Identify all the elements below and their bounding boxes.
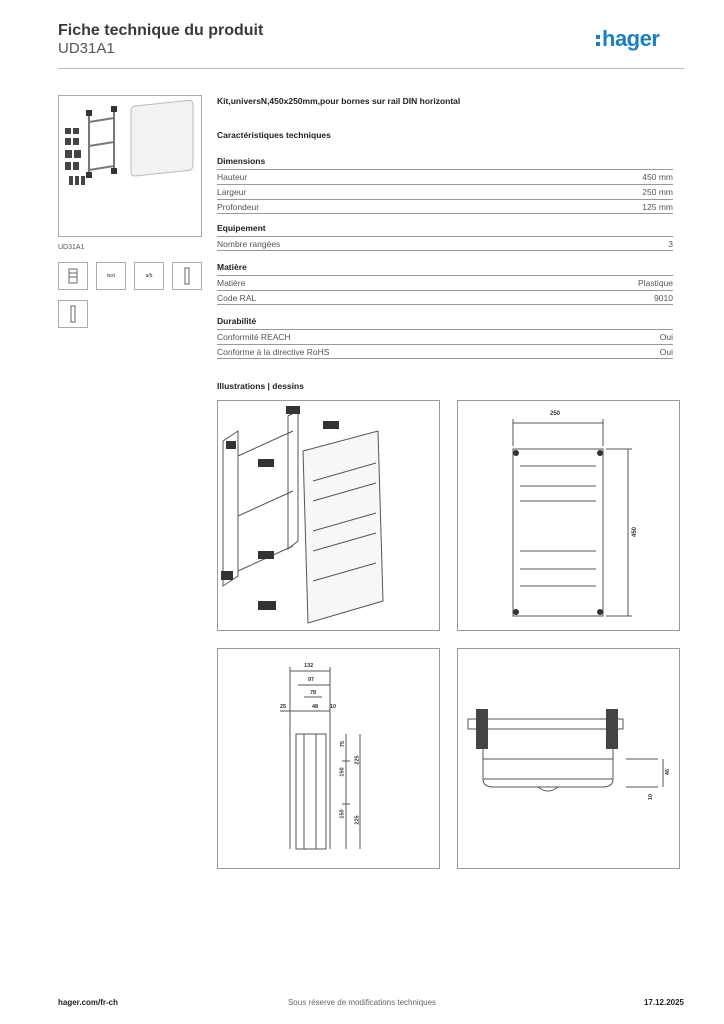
spec-group-dimensions — [217, 156, 673, 214]
spec-row: Largeur 250 mm — [217, 184, 673, 199]
logo-dots-icon — [596, 32, 600, 49]
dim-225-a: 225 — [354, 755, 361, 765]
illustration-top-view — [457, 648, 680, 869]
spec-group-title: Dimensions — [217, 156, 266, 166]
product-icon-4[interactable] — [172, 262, 202, 290]
product-icon-5[interactable] — [58, 300, 88, 328]
dim-150-b: 150 — [339, 809, 346, 819]
spec-row: Hauteur 450 mm — [217, 169, 673, 184]
specs-title: Caractéristiques techniques — [217, 130, 331, 140]
dim-78: 78 — [310, 690, 317, 696]
dim-width: 250 — [550, 411, 561, 417]
illustrations-title: Illustrations | dessins — [217, 381, 304, 391]
page-title: Fiche technique du produit — [58, 22, 264, 39]
product-description: Kit,universN,450x250mm,pour bornes sur rail DIN horizontal — [217, 96, 461, 106]
spec-row: Code RAL 9010 — [217, 290, 673, 305]
product-reference: UD31A1 — [58, 40, 115, 57]
dim-25: 25 — [280, 704, 287, 710]
header-divider — [58, 68, 684, 69]
dim-10: 10 — [648, 793, 655, 801]
spec-row: Conformité REACH Oui — [217, 329, 673, 344]
footer-notice: Sous réserve de modifications techniques — [287, 998, 437, 1007]
hager-logo: hager — [596, 26, 659, 52]
illustration-front-view — [457, 400, 680, 631]
dim-132: 132 — [304, 663, 314, 669]
product-icon-2[interactable]: text — [96, 262, 126, 290]
product-icon-3[interactable]: a/b — [134, 262, 164, 290]
spec-group-title: Durabilité — [217, 316, 257, 326]
spec-row: Profondeur 125 mm — [217, 199, 673, 214]
dim-10: 10 — [330, 704, 337, 710]
spec-group-title: Equipement — [217, 223, 266, 233]
dim-46: 46 — [665, 768, 672, 776]
illustration-side-view — [217, 648, 440, 869]
spec-row: Matière Plastique — [217, 275, 673, 290]
product-icon-1[interactable] — [58, 262, 88, 290]
spec-row: Nombre rangées 3 — [217, 236, 673, 251]
spec-row: Conforme à la directive RoHS Oui — [217, 344, 673, 359]
footer-url[interactable]: hager.com/fr-ch — [58, 998, 119, 1007]
dim-225-b: 225 — [354, 815, 361, 825]
product-image-caption: UD31A1 — [58, 244, 85, 251]
dim-97: 97 — [308, 677, 315, 683]
spec-group-equipement — [217, 223, 673, 251]
spec-group-title: Matière — [217, 262, 247, 272]
spec-group-matiere — [217, 262, 673, 305]
dim-48: 48 — [312, 704, 319, 710]
spec-group-durabilite — [217, 316, 673, 359]
dim-height: 450 — [632, 526, 639, 538]
illustration-exploded-view — [217, 400, 440, 631]
dim-75: 75 — [340, 740, 347, 748]
footer-date: 17.12.2025 — [643, 998, 684, 1007]
dim-150-a: 150 — [339, 767, 346, 777]
product-image — [58, 95, 202, 237]
